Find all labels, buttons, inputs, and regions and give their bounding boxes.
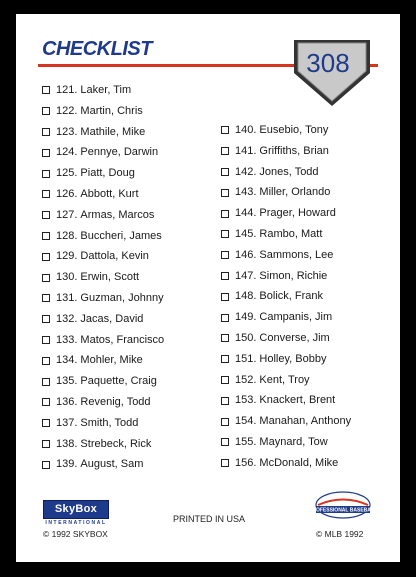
player-name: Maynard, Tow: [259, 435, 328, 448]
list-item: [221, 141, 351, 162]
checkbox-icon[interactable]: [42, 170, 50, 178]
skybox-logo-text: SkyBox: [43, 500, 109, 519]
list-item: [42, 267, 164, 288]
checklist-column-left: [42, 80, 164, 475]
skybox-logo: [43, 500, 109, 528]
card-num: 133.: [56, 333, 78, 346]
checkbox-icon[interactable]: [42, 398, 50, 406]
checkbox-icon[interactable]: [42, 294, 50, 302]
player-name: Griffiths, Brian: [259, 144, 329, 157]
list-item: [42, 184, 164, 205]
card-num: 143.: [235, 186, 257, 199]
list-item: [42, 101, 164, 122]
player-name: Holley, Bobby: [259, 352, 327, 365]
player-name: Kent, Troy: [259, 373, 310, 386]
player-name: Buccheri, James: [80, 229, 162, 242]
player-name: Rambo, Matt: [259, 227, 323, 240]
copyright-mlb: © MLB 1992: [316, 529, 364, 539]
checkbox-icon[interactable]: [42, 211, 50, 219]
checkbox-icon[interactable]: [42, 107, 50, 115]
checkbox-icon[interactable]: [221, 251, 229, 259]
checkbox-icon[interactable]: [42, 440, 50, 448]
player-name: Matos, Francisco: [80, 333, 165, 346]
player-name: Smith, Todd: [80, 416, 139, 429]
list-item: [42, 413, 164, 434]
list-item: [42, 226, 164, 247]
card-number: 308: [306, 48, 350, 78]
card-num: 152.: [235, 373, 257, 386]
card-num: 141.: [235, 144, 257, 157]
checkbox-icon[interactable]: [221, 397, 229, 405]
skybox-logo-subtitle: INTERNATIONAL: [45, 520, 107, 526]
card-num: 155.: [235, 435, 257, 448]
card-num: 148.: [235, 290, 257, 303]
card-num: 144.: [235, 207, 257, 220]
printed-in-usa: PRINTED IN USA: [173, 514, 246, 524]
card-num: 131.: [56, 291, 78, 304]
checkbox-icon[interactable]: [42, 336, 50, 344]
list-item: [42, 350, 164, 371]
mlb-baseball-logo-icon: [309, 490, 377, 520]
player-name: Martin, Chris: [80, 104, 143, 117]
card-num: 134.: [56, 354, 78, 367]
card-num: 156.: [235, 456, 257, 469]
player-name: Revenig, Todd: [80, 395, 151, 408]
checkbox-icon[interactable]: [221, 272, 229, 280]
card-num: 122.: [56, 104, 78, 117]
list-item: [42, 142, 164, 163]
checkbox-icon[interactable]: [221, 355, 229, 363]
list-item: [221, 328, 351, 349]
mlb-logo-text: PROFESSIONAL BASEBALL: [309, 507, 377, 514]
checklist-card: [16, 14, 400, 562]
checkbox-icon[interactable]: [221, 438, 229, 446]
checkbox-icon[interactable]: [42, 274, 50, 282]
player-name: August, Sam: [80, 458, 144, 471]
page-title: CHECKLIST: [42, 38, 152, 60]
card-num: 121.: [56, 84, 78, 96]
player-name: Guzman, Johnny: [80, 291, 164, 304]
checkbox-icon[interactable]: [221, 168, 229, 176]
list-item: [42, 309, 164, 330]
card-num: 124.: [56, 146, 78, 159]
player-name: Abbott, Kurt: [80, 187, 139, 200]
player-name: Knackert, Brent: [259, 394, 336, 407]
list-item: [221, 370, 351, 391]
player-name: Erwin, Scott: [80, 271, 140, 284]
list-item: [42, 205, 164, 226]
checkbox-icon[interactable]: [221, 314, 229, 322]
player-name: Pennye, Darwin: [80, 146, 159, 159]
player-name: Dattola, Kevin: [80, 250, 149, 263]
checkbox-icon[interactable]: [42, 253, 50, 261]
list-item: [221, 453, 351, 474]
player-name: Piatt, Doug: [80, 167, 135, 180]
checkbox-icon[interactable]: [42, 149, 50, 157]
card-num: 147.: [235, 269, 257, 282]
player-name: McDonald, Mike: [259, 456, 339, 469]
checkbox-icon[interactable]: [42, 128, 50, 136]
player-name: Sammons, Lee: [259, 248, 334, 261]
list-item: [221, 162, 351, 183]
list-item: [221, 120, 351, 141]
player-name: Jacas, David: [80, 312, 144, 325]
card-num: 130.: [56, 271, 78, 284]
player-name: Manahan, Anthony: [259, 415, 352, 428]
player-name: Campanis, Jim: [259, 311, 333, 324]
list-item: [42, 163, 164, 184]
card-num: 132.: [56, 312, 78, 325]
checkbox-icon[interactable]: [221, 230, 229, 238]
checkbox-icon[interactable]: [221, 147, 229, 155]
card-num: 127.: [56, 208, 78, 221]
checkbox-icon[interactable]: [221, 459, 229, 467]
card-num: 151.: [235, 352, 257, 365]
list-item: [42, 434, 164, 455]
checkbox-icon[interactable]: [42, 315, 50, 323]
player-name: Paquette, Craig: [80, 375, 157, 388]
list-item: [221, 203, 351, 224]
list-item: [221, 182, 351, 203]
checkbox-icon[interactable]: [221, 293, 229, 301]
list-item: [221, 390, 351, 411]
player-name: Mohler, Mike: [80, 354, 143, 367]
list-item: [221, 411, 351, 432]
copyright-skybox: © 1992 SKYBOX: [43, 529, 108, 539]
checkbox-icon[interactable]: [221, 376, 229, 384]
list-item: [221, 432, 351, 453]
checkbox-icon[interactable]: [42, 378, 50, 386]
list-item: [42, 371, 164, 392]
player-name: Strebeck, Rick: [80, 437, 152, 450]
card-num: 138.: [56, 437, 78, 450]
checklist-column-right: [221, 120, 351, 474]
list-item: [42, 80, 164, 101]
list-item: [221, 224, 351, 245]
list-item: [42, 288, 164, 309]
player-name: Converse, Jim: [259, 331, 330, 344]
checkbox-icon[interactable]: [42, 190, 50, 198]
card-num: 137.: [56, 416, 78, 429]
checkbox-icon[interactable]: [221, 418, 229, 426]
list-item: [221, 307, 351, 328]
card-num: 128.: [56, 229, 78, 242]
checkbox-icon[interactable]: [221, 126, 229, 134]
checkbox-icon[interactable]: [42, 461, 50, 469]
card-num: 139.: [56, 458, 78, 471]
list-item: [42, 122, 164, 143]
card-num: 129.: [56, 250, 78, 263]
card-num: 146.: [235, 248, 257, 261]
list-item: [221, 286, 351, 307]
card-num: 142.: [235, 165, 257, 178]
list-item: [221, 266, 351, 287]
player-name: Prager, Howard: [259, 207, 336, 220]
checkbox-icon[interactable]: [42, 232, 50, 240]
list-item: [221, 349, 351, 370]
player-name: Jones, Todd: [259, 165, 319, 178]
card-num: 123.: [56, 125, 78, 138]
checkbox-icon[interactable]: [42, 357, 50, 365]
player-name: Eusebio, Tony: [259, 124, 329, 136]
card-num: 150.: [235, 331, 257, 344]
list-item: [42, 246, 164, 267]
card-num: 136.: [56, 395, 78, 408]
list-item: [221, 245, 351, 266]
checkbox-icon[interactable]: [42, 419, 50, 427]
list-item: [42, 392, 164, 413]
checkbox-icon[interactable]: [221, 189, 229, 197]
player-name: Mathile, Mike: [80, 125, 146, 138]
list-item: [42, 330, 164, 351]
checkbox-icon[interactable]: [42, 86, 50, 94]
card-num: 154.: [235, 415, 257, 428]
player-name: Miller, Orlando: [259, 186, 331, 199]
card-num: 140.: [235, 124, 257, 136]
list-item: [42, 454, 164, 475]
player-name: Armas, Marcos: [80, 208, 155, 221]
card-num: 145.: [235, 227, 257, 240]
player-name: Simon, Richie: [259, 269, 328, 282]
player-name: Laker, Tim: [80, 84, 132, 96]
card-num: 125.: [56, 167, 78, 180]
checkbox-icon[interactable]: [221, 334, 229, 342]
card-num: 153.: [235, 394, 257, 407]
card-num: 126.: [56, 187, 78, 200]
card-num: 149.: [235, 311, 257, 324]
player-name: Bolick, Frank: [259, 290, 323, 303]
checkbox-icon[interactable]: [221, 210, 229, 218]
card-num: 135.: [56, 375, 78, 388]
